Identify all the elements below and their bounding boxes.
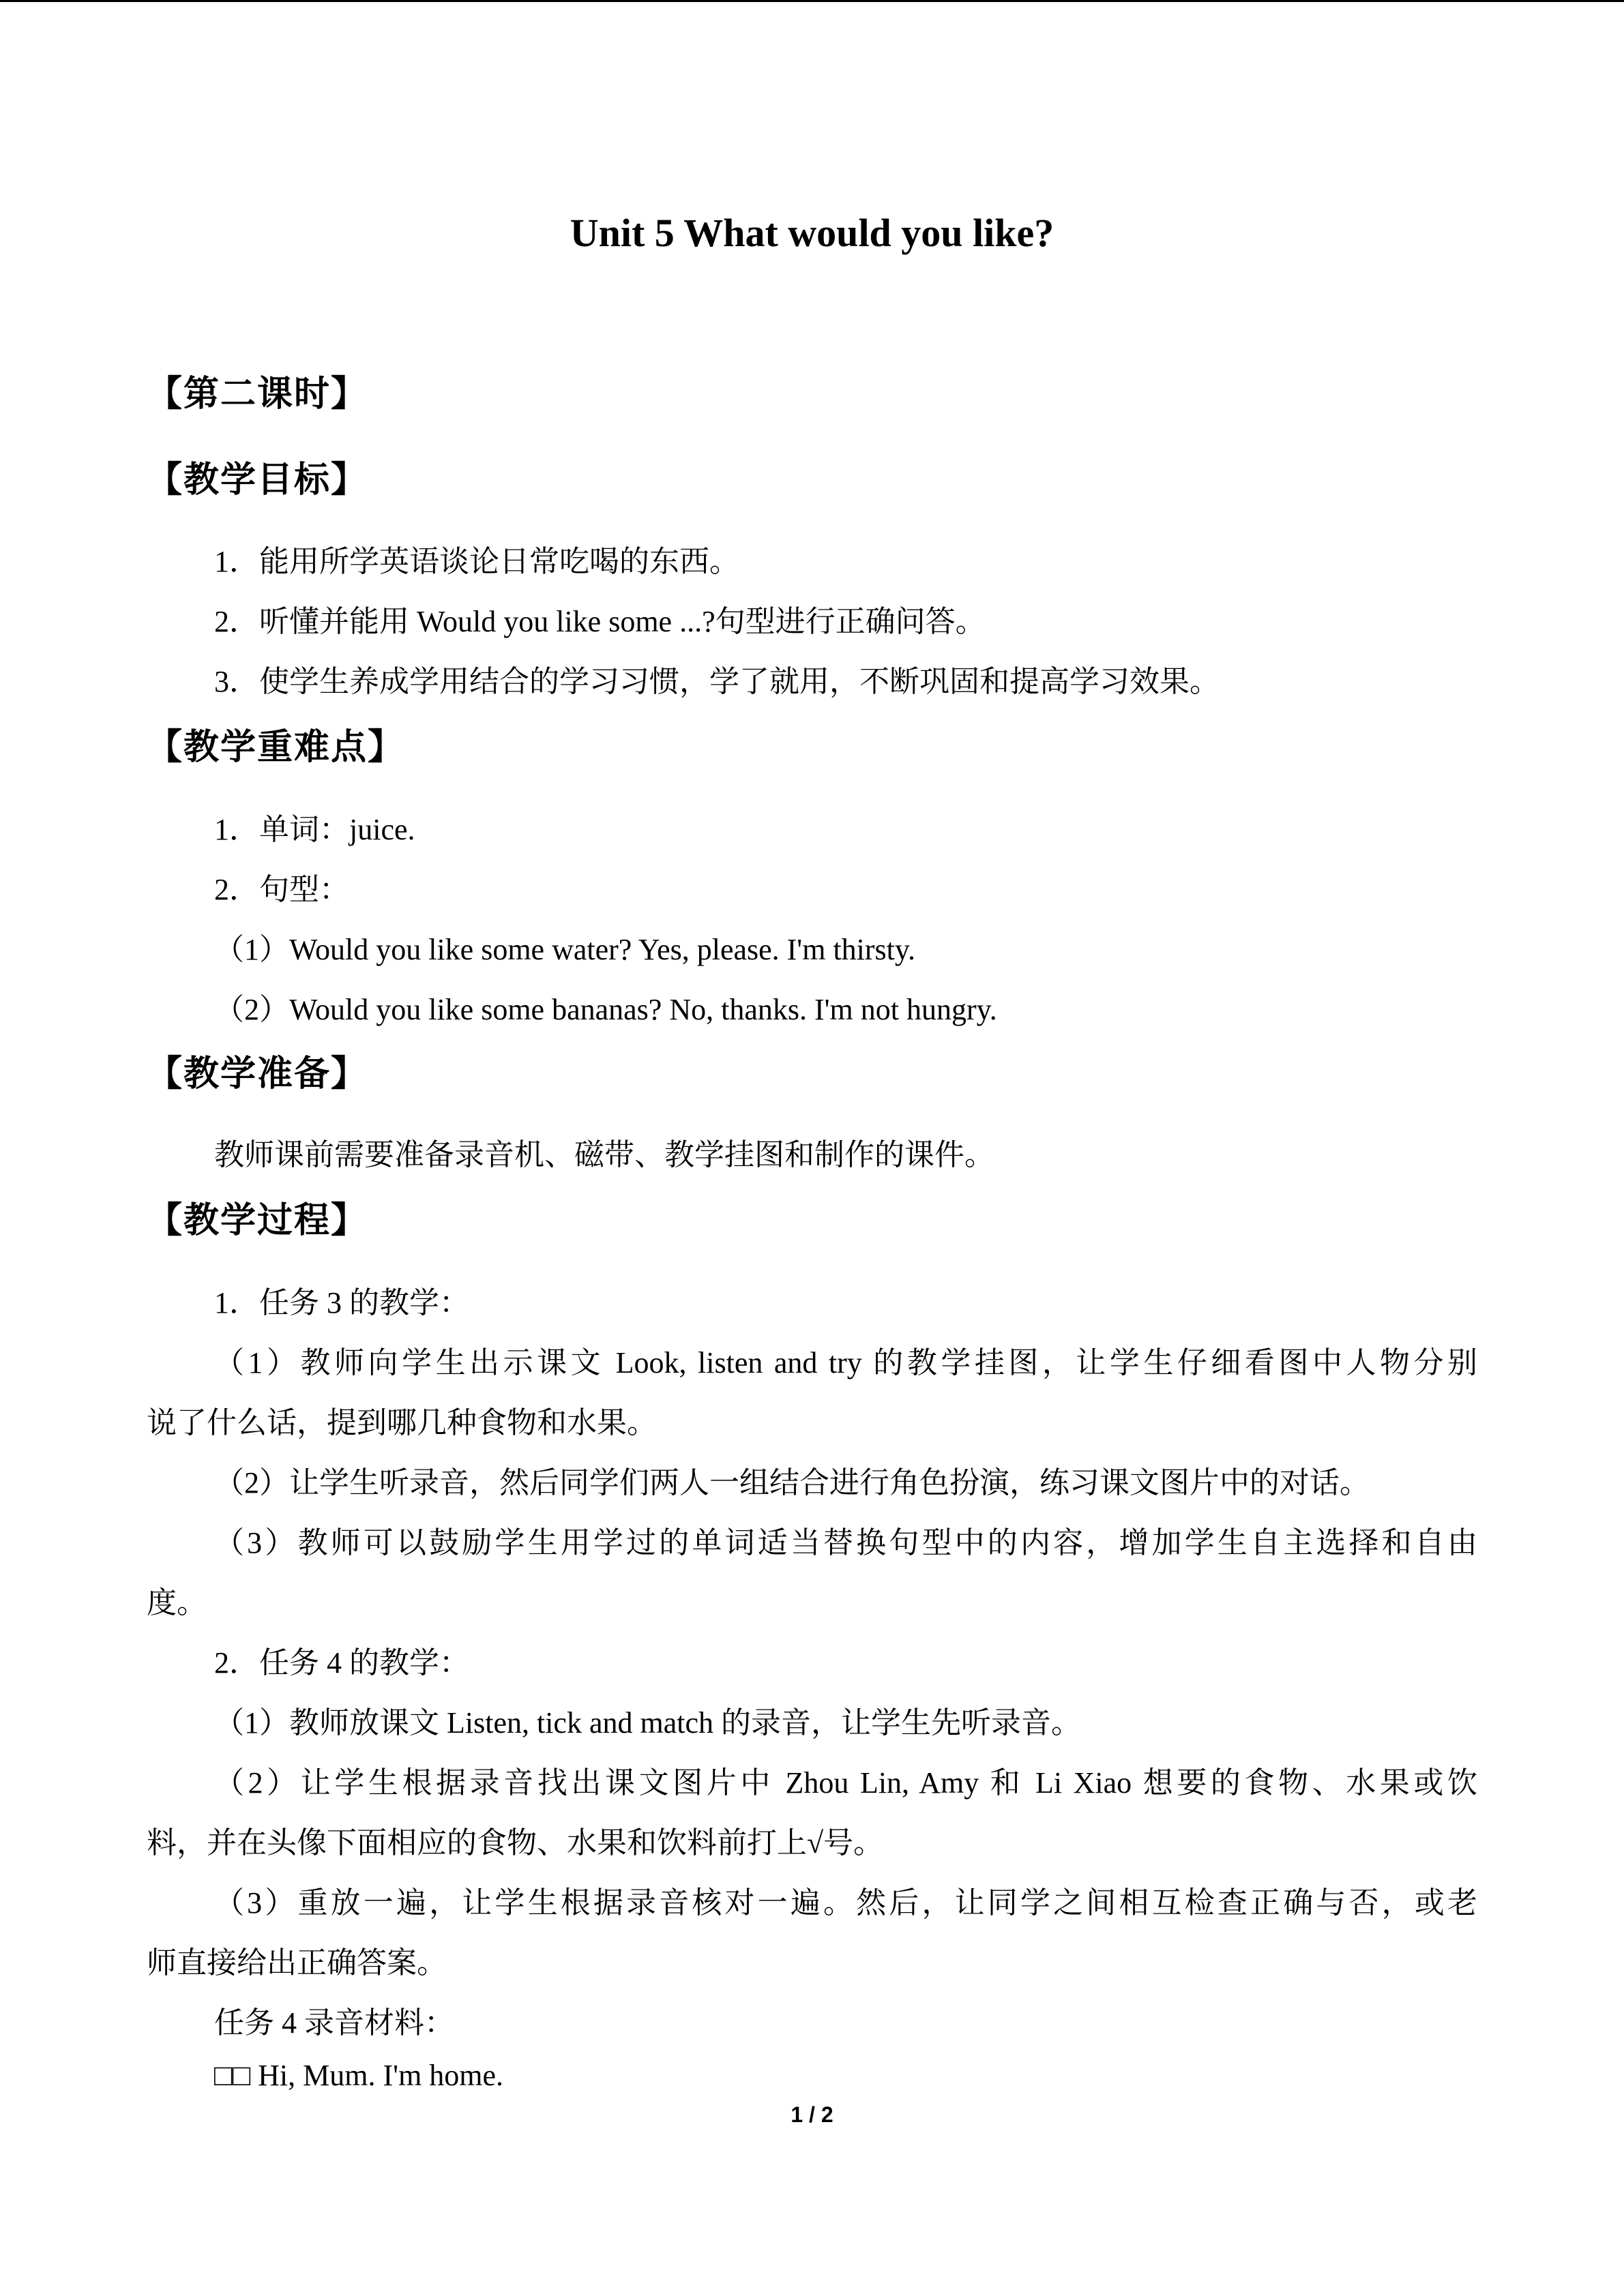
task3-step3-line1: （3）教师可以鼓励学生用学过的单词适当替换句型中的内容，增加学生自主选择和自由 <box>214 1526 1477 1560</box>
keypoint-sentence-2: （2）Would you like some bananas? No, thanks. I'm not hungry. <box>214 993 997 1026</box>
keypoint-item-2: 2．句型： <box>214 873 349 906</box>
lesson-heading: 【第二课时】 <box>147 374 368 415</box>
prep-text: 教师课前需要准备录音机、磁带、教学挂图和制作的课件。 <box>214 1138 994 1172</box>
task4-step3-line1: （3）重放一遍，让学生根据录音核对一遍。然后，让同学之间相互检查正确与否，或老 <box>214 1886 1477 1920</box>
keypoints-heading: 【教学重难点】 <box>147 727 405 768</box>
process-heading: 【教学过程】 <box>147 1200 368 1241</box>
page-number: 1 / 2 <box>791 2102 833 2127</box>
task3-title: 1．任务 3 的教学： <box>214 1286 469 1320</box>
objective-item-3: 3．使学生养成学用结合的学习习惯，学了就用，不断巩固和提高学习效果。 <box>214 665 1220 698</box>
dialog-line-1: □□ Hi, Mum. I'm home. <box>214 2059 504 2092</box>
objectives-heading: 【教学目标】 <box>147 460 368 501</box>
prep-heading: 【教学准备】 <box>147 1054 368 1094</box>
task4-step3-line2: 师直接给出正确答案。 <box>147 1946 447 1980</box>
keypoint-item-1: 1．单词：juice. <box>214 813 415 846</box>
task4-material-label: 任务 4 录音材料： <box>214 2006 454 2040</box>
document-title: Unit 5 What would you like? <box>570 211 1054 255</box>
task4-title: 2．任务 4 的教学： <box>214 1646 469 1680</box>
keypoint-sentence-1: （1）Would you like some water? Yes, please. I'm thirsty. <box>214 933 916 966</box>
task3-step1-line2: 说了什么话，提到哪几种食物和水果。 <box>147 1406 657 1440</box>
task3-step1-line1: （1）教师向学生出示课文 Look, listen and try 的教学挂图，让学生仔细看图中人物分别 <box>214 1346 1477 1380</box>
objective-item-1: 1．能用所学英语谈论日常吃喝的东西。 <box>214 545 739 578</box>
task4-step2-line2: 料，并在头像下面相应的食物、水果和饮料前打上√号。 <box>147 1826 884 1860</box>
task3-step3-line2: 度。 <box>147 1586 207 1620</box>
task4-step2-line1: （2）让学生根据录音找出课文图片中 Zhou Lin, Amy 和 Li Xiao 想要的食物、水果或饮 <box>214 1766 1477 1800</box>
task3-step2: （2）让学生听录音，然后同学们两人一组结合进行角色扮演，练习课文图片中的对话。 <box>214 1466 1370 1500</box>
task4-step1: （1）教师放课文 Listen, tick and match 的录音，让学生先听录音。 <box>214 1706 1081 1740</box>
objective-item-2: 2．听懂并能用 Would you like some ...?句型进行正确问答。 <box>214 605 986 638</box>
